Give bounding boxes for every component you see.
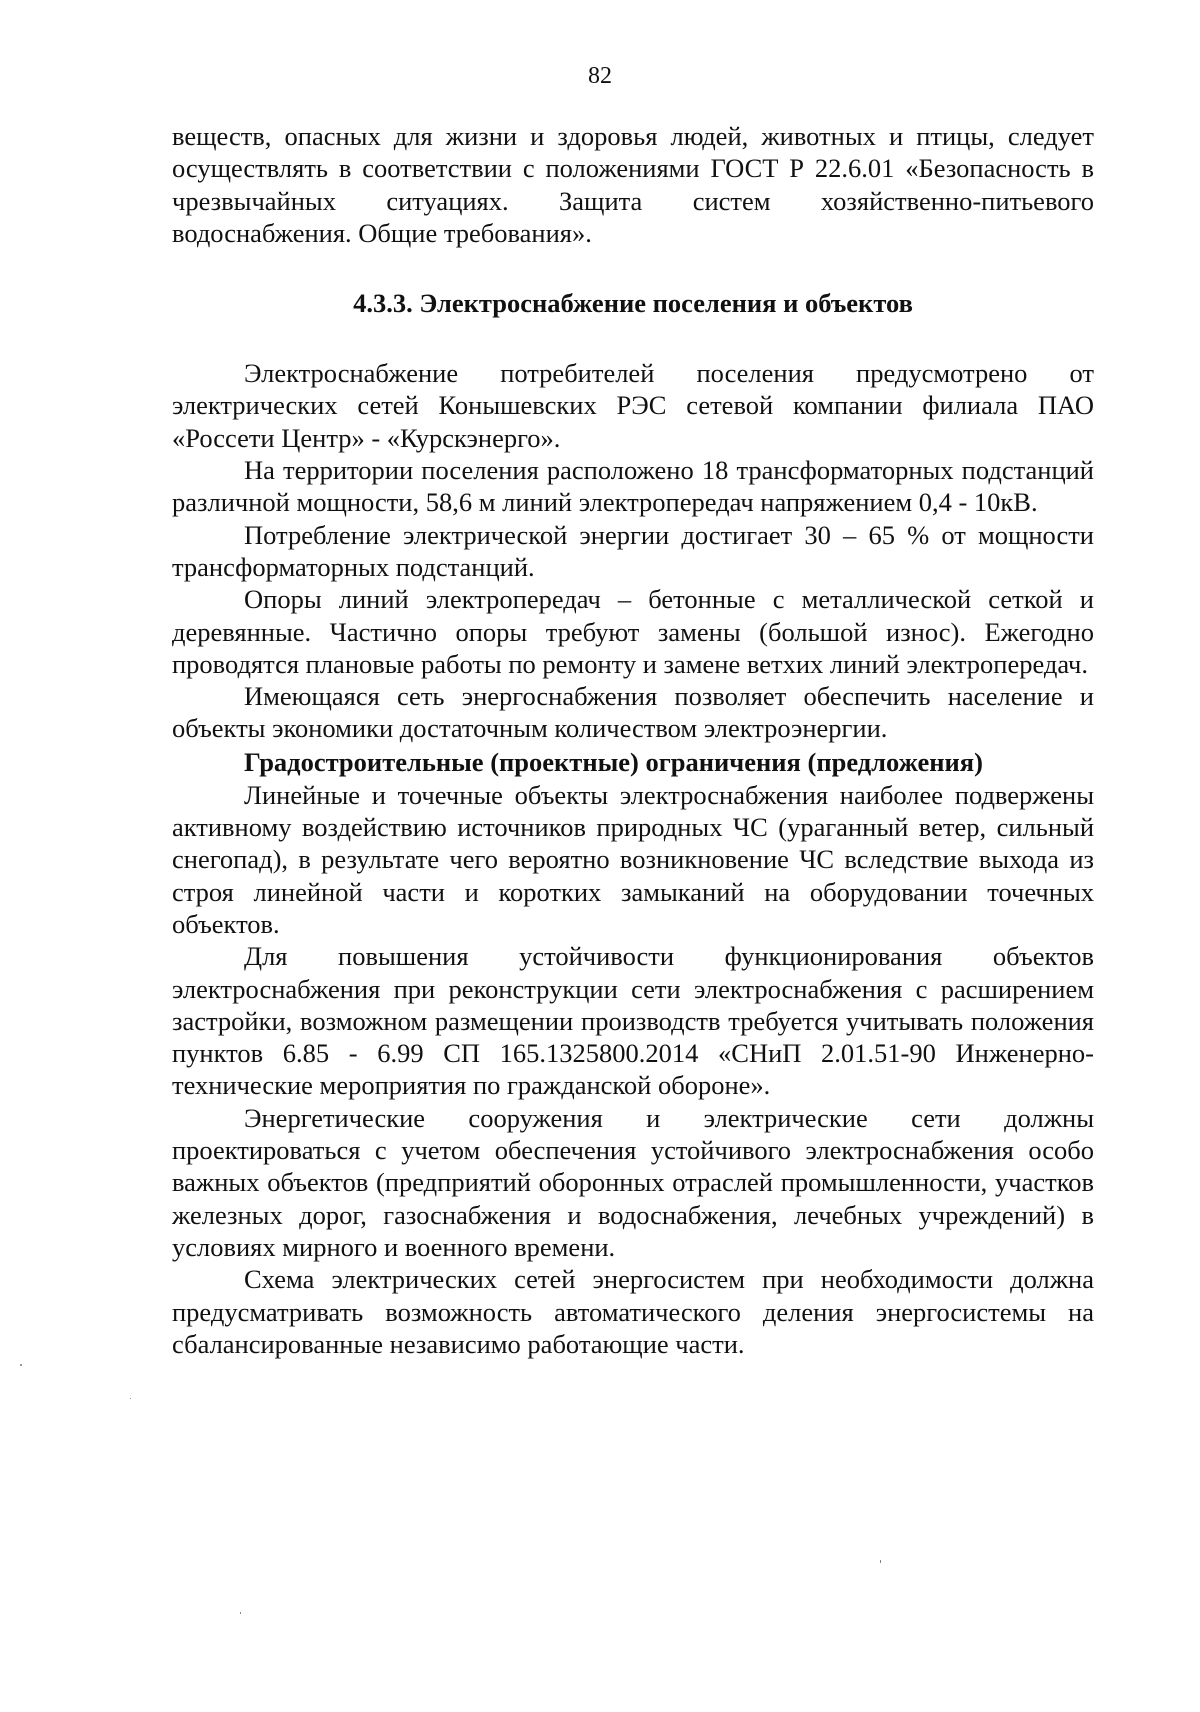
scan-speck <box>240 1612 241 1614</box>
paragraph-grid-scheme: Схема электрических сетей энергосистем при необходимости должна предусматривать возможность автоматического деления энергосистемы на сбалансированные независимо работающие части. <box>172 1264 1094 1359</box>
paragraph-hazards: Линейные и точечные объекты электроснабжения наиболее подвержены активному воздействию источников природных ЧС (ураганный ветер, сильный снегопад), в результате чего вероятно возникновение ЧС вследствие выхода из строя линейной части и коротких замыканий на оборудовании точечных объектов. <box>172 779 1094 939</box>
paragraph-power-supply: Электроснабжение потребителей поселения предусмотрено от электрических сетей Конышевских РЭС сетевой компании филиала ПАО «Россети Центр» - «Курскэнерго». <box>172 358 1094 453</box>
scan-speck <box>130 1398 131 1399</box>
section-heading: 4.3.3. Электроснабжение поселения и объектов <box>353 288 913 319</box>
scan-speck <box>880 1560 881 1563</box>
paragraph-stability: Для повышения устойчивости функционирования объектов электроснабжения при реконструкции сети электроснабжения с расширением застройки, возможном размещении производств требуется учитывать положения пунктов 6.85 - 6.99 СП 165.1325800.2014 «СНиП 2.01.51-90 Инженерно-технические мероприятия по гражданской обороне». <box>172 941 1094 1101</box>
paragraph-poles: Опоры линий электропередач – бетонные с металлической сеткой и деревянные. Частично опоры требуют замены (большой износ). Ежегодно проводятся плановые работы по ремонту и замене ветхих линий электропередач. <box>172 584 1094 679</box>
document-body <box>172 120 1094 1360</box>
page-number: 82 <box>588 63 612 89</box>
subheading-restrictions: Градостроительные (проектные) ограничения (предложения) <box>244 746 983 777</box>
paragraph-substations: На территории поселения расположено 18 трансформаторных подстанций различной мощности, 58,6 м линий электропередач напряжением 0,4 - 10кВ. <box>172 455 1094 518</box>
paragraph-consumption: Потребление электрической энергии достигает 30 – 65 % от мощности трансформаторных подстанций. <box>172 519 1094 582</box>
scan-speck <box>20 1364 22 1366</box>
paragraph-continuation: веществ, опасных для жизни и здоровья людей, животных и птицы, следует осуществлять в соответствии с положениями ГОСТ Р 22.6.01 «Безопасность в чрезвычайных ситуациях. Защита систем хозяйственно-питьевого водоснабжения. Общие требования». <box>172 121 1094 248</box>
paragraph-design-requirements: Энергетические сооружения и электрические сети должны проектироваться с учетом обеспечения устойчивого электроснабжения особо важных объектов (предприятий оборонных отраслей промышленности, участков железных дорог, газоснабжения и водоснабжения, лечебных учреждений) в условиях мирного и военного времени. <box>172 1102 1094 1262</box>
paragraph-network-capacity: Имеющаяся сеть энергоснабжения позволяет обеспечить население и объекты экономики достаточным количеством электроэнергии. <box>172 681 1094 744</box>
